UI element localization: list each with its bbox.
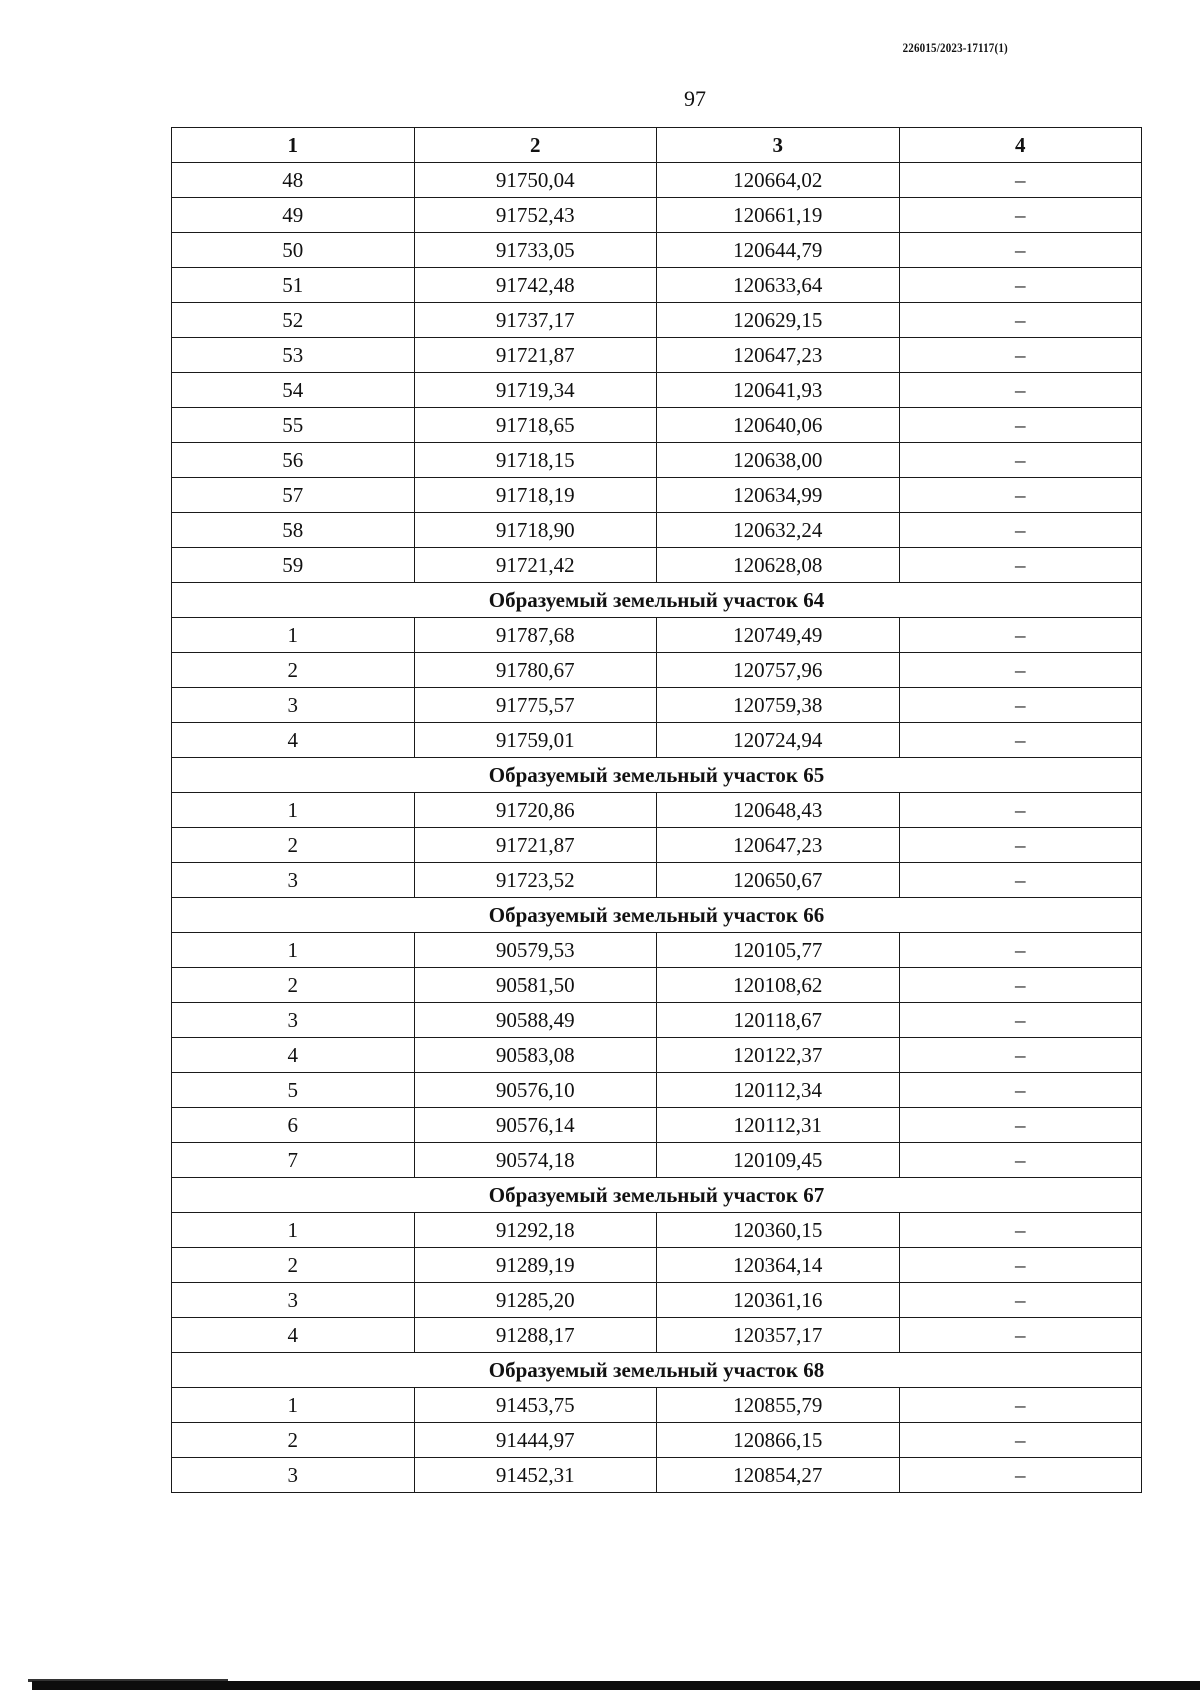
- point-number-cell: 2: [172, 653, 415, 688]
- y-coordinate-cell: 120647,23: [657, 338, 900, 373]
- point-number-cell: 52: [172, 303, 415, 338]
- table-header-row: [172, 128, 1142, 163]
- x-coordinate-cell: 91759,01: [414, 723, 657, 758]
- section-row: [172, 1353, 1142, 1388]
- column-header-4: 4: [899, 128, 1142, 163]
- y-coordinate-cell: 120108,62: [657, 968, 900, 1003]
- x-coordinate-cell: 90588,49: [414, 1003, 657, 1038]
- table-row: [172, 1388, 1142, 1423]
- section-title: Образуемый земельный участок 66: [172, 898, 1142, 933]
- y-coordinate-cell: 120634,99: [657, 478, 900, 513]
- x-coordinate-cell: 91721,42: [414, 548, 657, 583]
- x-coordinate-cell: 91292,18: [414, 1213, 657, 1248]
- y-coordinate-cell: 120118,67: [657, 1003, 900, 1038]
- point-number-cell: 55: [172, 408, 415, 443]
- y-coordinate-cell: 120640,06: [657, 408, 900, 443]
- section-title: Образуемый земельный участок 68: [172, 1353, 1142, 1388]
- x-coordinate-cell: 91752,43: [414, 198, 657, 233]
- table-row: [172, 1143, 1142, 1178]
- y-coordinate-cell: 120664,02: [657, 163, 900, 198]
- x-coordinate-cell: 90579,53: [414, 933, 657, 968]
- y-coordinate-cell: 120724,94: [657, 723, 900, 758]
- y-coordinate-cell: 120632,24: [657, 513, 900, 548]
- point-number-cell: 3: [172, 1283, 415, 1318]
- y-coordinate-cell: 120638,00: [657, 443, 900, 478]
- column-4-cell: –: [899, 1003, 1142, 1038]
- section-row: [172, 583, 1142, 618]
- page-number: 97: [684, 86, 706, 111]
- point-number-cell: 2: [172, 1248, 415, 1283]
- section-row: [172, 758, 1142, 793]
- point-number-cell: 2: [172, 828, 415, 863]
- x-coordinate-cell: 91737,17: [414, 303, 657, 338]
- x-coordinate-cell: 91723,52: [414, 863, 657, 898]
- column-header-1: 1: [172, 128, 415, 163]
- column-4-cell: –: [899, 233, 1142, 268]
- point-number-cell: 59: [172, 548, 415, 583]
- x-coordinate-cell: 90576,10: [414, 1073, 657, 1108]
- table-row: [172, 198, 1142, 233]
- y-coordinate-cell: 120855,79: [657, 1388, 900, 1423]
- column-4-cell: –: [899, 1108, 1142, 1143]
- table-row: [172, 1073, 1142, 1108]
- section-title: Образуемый земельный участок 65: [172, 758, 1142, 793]
- point-number-cell: 1: [172, 933, 415, 968]
- column-4-cell: –: [899, 1248, 1142, 1283]
- column-4-cell: –: [899, 863, 1142, 898]
- x-coordinate-cell: 91733,05: [414, 233, 657, 268]
- x-coordinate-cell: 91718,15: [414, 443, 657, 478]
- column-header-2: 2: [414, 128, 657, 163]
- point-number-cell: 1: [172, 618, 415, 653]
- column-4-cell: –: [899, 723, 1142, 758]
- y-coordinate-cell: 120644,79: [657, 233, 900, 268]
- x-coordinate-cell: 90576,14: [414, 1108, 657, 1143]
- y-coordinate-cell: 120112,34: [657, 1073, 900, 1108]
- x-coordinate-cell: 91775,57: [414, 688, 657, 723]
- point-number-cell: 51: [172, 268, 415, 303]
- point-number-cell: 7: [172, 1143, 415, 1178]
- column-4-cell: –: [899, 793, 1142, 828]
- column-4-cell: –: [899, 338, 1142, 373]
- table-row: [172, 1248, 1142, 1283]
- point-number-cell: 57: [172, 478, 415, 513]
- table-row: [172, 933, 1142, 968]
- point-number-cell: 1: [172, 1388, 415, 1423]
- point-number-cell: 49: [172, 198, 415, 233]
- x-coordinate-cell: 91780,67: [414, 653, 657, 688]
- column-4-cell: –: [899, 1283, 1142, 1318]
- table-row: [172, 1213, 1142, 1248]
- x-coordinate-cell: 91742,48: [414, 268, 657, 303]
- x-coordinate-cell: 91721,87: [414, 338, 657, 373]
- point-number-cell: 3: [172, 688, 415, 723]
- table-row: [172, 163, 1142, 198]
- x-coordinate-cell: 91721,87: [414, 828, 657, 863]
- table-row: [172, 653, 1142, 688]
- y-coordinate-cell: 120648,43: [657, 793, 900, 828]
- y-coordinate-cell: 120364,14: [657, 1248, 900, 1283]
- column-4-cell: –: [899, 1318, 1142, 1353]
- x-coordinate-cell: 91719,34: [414, 373, 657, 408]
- column-4-cell: –: [899, 513, 1142, 548]
- point-number-cell: 4: [172, 1038, 415, 1073]
- column-4-cell: –: [899, 478, 1142, 513]
- x-coordinate-cell: 91720,86: [414, 793, 657, 828]
- y-coordinate-cell: 120757,96: [657, 653, 900, 688]
- column-4-cell: –: [899, 443, 1142, 478]
- table-row: [172, 1283, 1142, 1318]
- table-body: [172, 163, 1142, 1493]
- section-row: [172, 898, 1142, 933]
- x-coordinate-cell: 91285,20: [414, 1283, 657, 1318]
- column-4-cell: –: [899, 618, 1142, 653]
- table-row: [172, 723, 1142, 758]
- table-row: [172, 303, 1142, 338]
- table-row: [172, 478, 1142, 513]
- column-4-cell: –: [899, 1458, 1142, 1493]
- y-coordinate-cell: 120628,08: [657, 548, 900, 583]
- section-title: Образуемый земельный участок 67: [172, 1178, 1142, 1213]
- y-coordinate-cell: 120647,23: [657, 828, 900, 863]
- table-row: [172, 828, 1142, 863]
- column-4-cell: –: [899, 1388, 1142, 1423]
- y-coordinate-cell: 120122,37: [657, 1038, 900, 1073]
- table-row: [172, 1423, 1142, 1458]
- point-number-cell: 1: [172, 1213, 415, 1248]
- point-number-cell: 56: [172, 443, 415, 478]
- x-coordinate-cell: 91289,19: [414, 1248, 657, 1283]
- table-row: [172, 268, 1142, 303]
- table-row: [172, 968, 1142, 1003]
- coordinates-table: [171, 127, 1142, 1493]
- table-row: [172, 1108, 1142, 1143]
- column-4-cell: –: [899, 268, 1142, 303]
- column-header-3: 3: [657, 128, 900, 163]
- point-number-cell: 2: [172, 968, 415, 1003]
- x-coordinate-cell: 91718,90: [414, 513, 657, 548]
- column-4-cell: –: [899, 933, 1142, 968]
- table-row: [172, 338, 1142, 373]
- y-coordinate-cell: 120109,45: [657, 1143, 900, 1178]
- x-coordinate-cell: 90574,18: [414, 1143, 657, 1178]
- point-number-cell: 3: [172, 863, 415, 898]
- column-4-cell: –: [899, 1038, 1142, 1073]
- x-coordinate-cell: 90581,50: [414, 968, 657, 1003]
- x-coordinate-cell: 91718,65: [414, 408, 657, 443]
- table-row: [172, 1003, 1142, 1038]
- y-coordinate-cell: 120749,49: [657, 618, 900, 653]
- table-row: [172, 1458, 1142, 1493]
- column-4-cell: –: [899, 968, 1142, 1003]
- document-id: 226015/2023-17117(1): [902, 40, 1008, 55]
- table-row: [172, 373, 1142, 408]
- point-number-cell: 3: [172, 1458, 415, 1493]
- table-row: [172, 793, 1142, 828]
- x-coordinate-cell: 91453,75: [414, 1388, 657, 1423]
- column-4-cell: –: [899, 548, 1142, 583]
- column-4-cell: –: [899, 408, 1142, 443]
- point-number-cell: 2: [172, 1423, 415, 1458]
- point-number-cell: 58: [172, 513, 415, 548]
- point-number-cell: 53: [172, 338, 415, 373]
- column-4-cell: –: [899, 1213, 1142, 1248]
- table-row: [172, 1038, 1142, 1073]
- column-4-cell: –: [899, 373, 1142, 408]
- table-row: [172, 863, 1142, 898]
- y-coordinate-cell: 120866,15: [657, 1423, 900, 1458]
- point-number-cell: 50: [172, 233, 415, 268]
- column-4-cell: –: [899, 1423, 1142, 1458]
- section-row: [172, 1178, 1142, 1213]
- column-4-cell: –: [899, 198, 1142, 233]
- point-number-cell: 5: [172, 1073, 415, 1108]
- y-coordinate-cell: 120641,93: [657, 373, 900, 408]
- table-row: [172, 688, 1142, 723]
- y-coordinate-cell: 120759,38: [657, 688, 900, 723]
- column-4-cell: –: [899, 828, 1142, 863]
- section-title: Образуемый земельный участок 64: [172, 583, 1142, 618]
- column-4-cell: –: [899, 303, 1142, 338]
- table-row: [172, 233, 1142, 268]
- point-number-cell: 1: [172, 793, 415, 828]
- x-coordinate-cell: 91718,19: [414, 478, 657, 513]
- table-row: [172, 408, 1142, 443]
- point-number-cell: 3: [172, 1003, 415, 1038]
- y-coordinate-cell: 120629,15: [657, 303, 900, 338]
- column-4-cell: –: [899, 1143, 1142, 1178]
- column-4-cell: –: [899, 688, 1142, 723]
- scan-bottom-bar: [32, 1681, 1200, 1690]
- table-row: [172, 548, 1142, 583]
- y-coordinate-cell: 120650,67: [657, 863, 900, 898]
- point-number-cell: 6: [172, 1108, 415, 1143]
- table-row: [172, 618, 1142, 653]
- point-number-cell: 54: [172, 373, 415, 408]
- y-coordinate-cell: 120360,15: [657, 1213, 900, 1248]
- point-number-cell: 4: [172, 1318, 415, 1353]
- x-coordinate-cell: 91444,97: [414, 1423, 657, 1458]
- x-coordinate-cell: 91750,04: [414, 163, 657, 198]
- x-coordinate-cell: 91288,17: [414, 1318, 657, 1353]
- column-4-cell: –: [899, 163, 1142, 198]
- table-row: [172, 443, 1142, 478]
- y-coordinate-cell: 120854,27: [657, 1458, 900, 1493]
- x-coordinate-cell: 90583,08: [414, 1038, 657, 1073]
- column-4-cell: –: [899, 1073, 1142, 1108]
- column-4-cell: –: [899, 653, 1142, 688]
- y-coordinate-cell: 120361,16: [657, 1283, 900, 1318]
- point-number-cell: 48: [172, 163, 415, 198]
- y-coordinate-cell: 120661,19: [657, 198, 900, 233]
- y-coordinate-cell: 120357,17: [657, 1318, 900, 1353]
- table-row: [172, 1318, 1142, 1353]
- point-number-cell: 4: [172, 723, 415, 758]
- y-coordinate-cell: 120105,77: [657, 933, 900, 968]
- y-coordinate-cell: 120112,31: [657, 1108, 900, 1143]
- y-coordinate-cell: 120633,64: [657, 268, 900, 303]
- x-coordinate-cell: 91452,31: [414, 1458, 657, 1493]
- table-row: [172, 513, 1142, 548]
- x-coordinate-cell: 91787,68: [414, 618, 657, 653]
